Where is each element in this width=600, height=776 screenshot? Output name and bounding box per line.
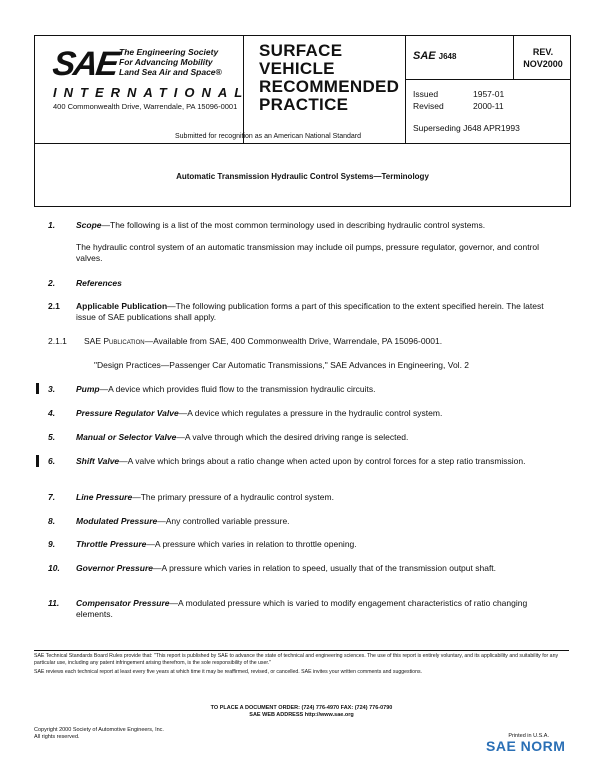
footer (34, 650, 569, 740)
document-type: SURFACE VEHICLE RECOMMENDED PRACTICE (259, 41, 400, 114)
printed-in: Printed in U.S.A. (508, 733, 549, 739)
divider (405, 79, 570, 80)
title-box (34, 143, 571, 207)
order-info: TO PLACE A DOCUMENT ORDER: (724) 776-4970 FAX: (724) 776-0790 SAE WEB ADDRESS http://www.sae.org (210, 705, 393, 718)
divider (513, 36, 514, 79)
sae-mini-logo: SAE (413, 50, 436, 62)
document-page: SAE The Engineering Society For Advancing Mobility Land Sea Air and Space® INTERNATIONAL 400 Commonwealth Drive, Warrendale, PA 15096-0001 SURFACE VEHICLE RECOMMENDED PRACTICE Submitted for recognition as an American National Standard SAE J648 REV. NOV2000 Issued 1957-01 Revised 2000-11 Superseding J648 APR1993 Automatic Transmission Hydraulic Control Systems—Terminology 1. Scope—The following is a list of the most common terminology used in describing hydraulic control systems. The hydraulic control system of an automatic transmission may include oil pumps, pressure regulator, governor, and control valves. 2. References 2.1 Applicable Publication—The following publication forms a part of this specification to the extent specified herein. The latest issue of SAE publications shall apply. 2.1.1 SAE Publication—Available from SAE, 400 Commonwealth Drive, Warrendale, PA 15096-0001. "Design Practices—Passenger Car Automatic Transmissions," SAE Advances in Engineering, Vol. 2 3. Pump—A device which provides fluid flow to the transmission hydraulic circuits. 4. Pressure Regulator Valve—A device which regulates a pressure in the hydraulic control system. 5. Manual or Selector Valve—A valve through which the desired driving range is selected. 6. Shift Valve—A valve which brings about a ratio change when acted upon by control forces for a step ratio transmission. 7. Line Pressure—The primary pressure of a hydraulic control system. 8. Modulated Pressure—Any controlled variable pressure. 9. Throttle Pressure—A pressure which varies in relation to throttle opening. 10. Governor Pressure—A pressure which varies in relation to speed, usually that of the transmission output shaft. 11. Compensator Pressure—A modulated pressure which is varied to modify engagement characteristics of ratio changing elements. SAE Technical Standards Board Rules provide that: "This report is published by SAE to advance the state of technical and engineering sciences. The use of this report is entirely voluntary, and its applicability and suitability for any particular use, including any patent infringement arising therefrom, is the sole responsibility of the user." SAE reviews each technical report at least every five years at which time it may be reaffirmed, revised, or cancelled. SAE invites your written comments and suggestions. TO PLACE A DOCUMENT ORDER: (724) 776-4970 FAX: (724) 776-0790 SAE WEB ADDRESS http://www.sae.org Copyright 2000 Society of Automotive Engineers, Inc. All rights reserved. Printed in U.S.A. SAE NORM (0, 0, 600, 776)
header-box (34, 35, 571, 144)
change-bar (36, 455, 39, 467)
issue-dates: Issued 1957-01 Revised 2000-11 (413, 89, 505, 111)
society-tagline: The Engineering Society For Advancing Mobility Land Sea Air and Space® (119, 47, 222, 77)
revision-box: REV. NOV2000 (523, 47, 563, 69)
ansi-submission-note: Submitted for recognition as an American National Standard (175, 133, 361, 140)
society-address: 400 Commonwealth Drive, Warrendale, PA 15096-0001 (53, 102, 238, 111)
policy-statement: SAE Technical Standards Board Rules provide that: "This report is published by SAE to advance the state of technical and engineering sciences. The use of this report is entirely voluntary, and its applicability and suitability for any particular use, including any patent infringement arising therefrom, is the sole responsibility of the user." (34, 653, 559, 666)
superseding-note: Superseding J648 APR1993 (413, 123, 520, 133)
document-number: SAE J648 (413, 50, 457, 62)
divider (405, 36, 406, 144)
sae-logo: SAE (50, 45, 120, 83)
international-label: INTERNATIONAL (53, 85, 250, 100)
change-bar (36, 383, 39, 394)
review-statement: SAE reviews each technical report at least every five years at which time it may be reaffirmed, revised, or cancelled. SAE invites your written comments and suggestions. (34, 669, 422, 675)
sae-norm-watermark: SAE NORM (486, 738, 566, 754)
document-title: Automatic Transmission Hydraulic Control Systems—Terminology (176, 172, 429, 181)
copyright: Copyright 2000 Society of Automotive Engineers, Inc. All rights reserved. (34, 727, 164, 740)
